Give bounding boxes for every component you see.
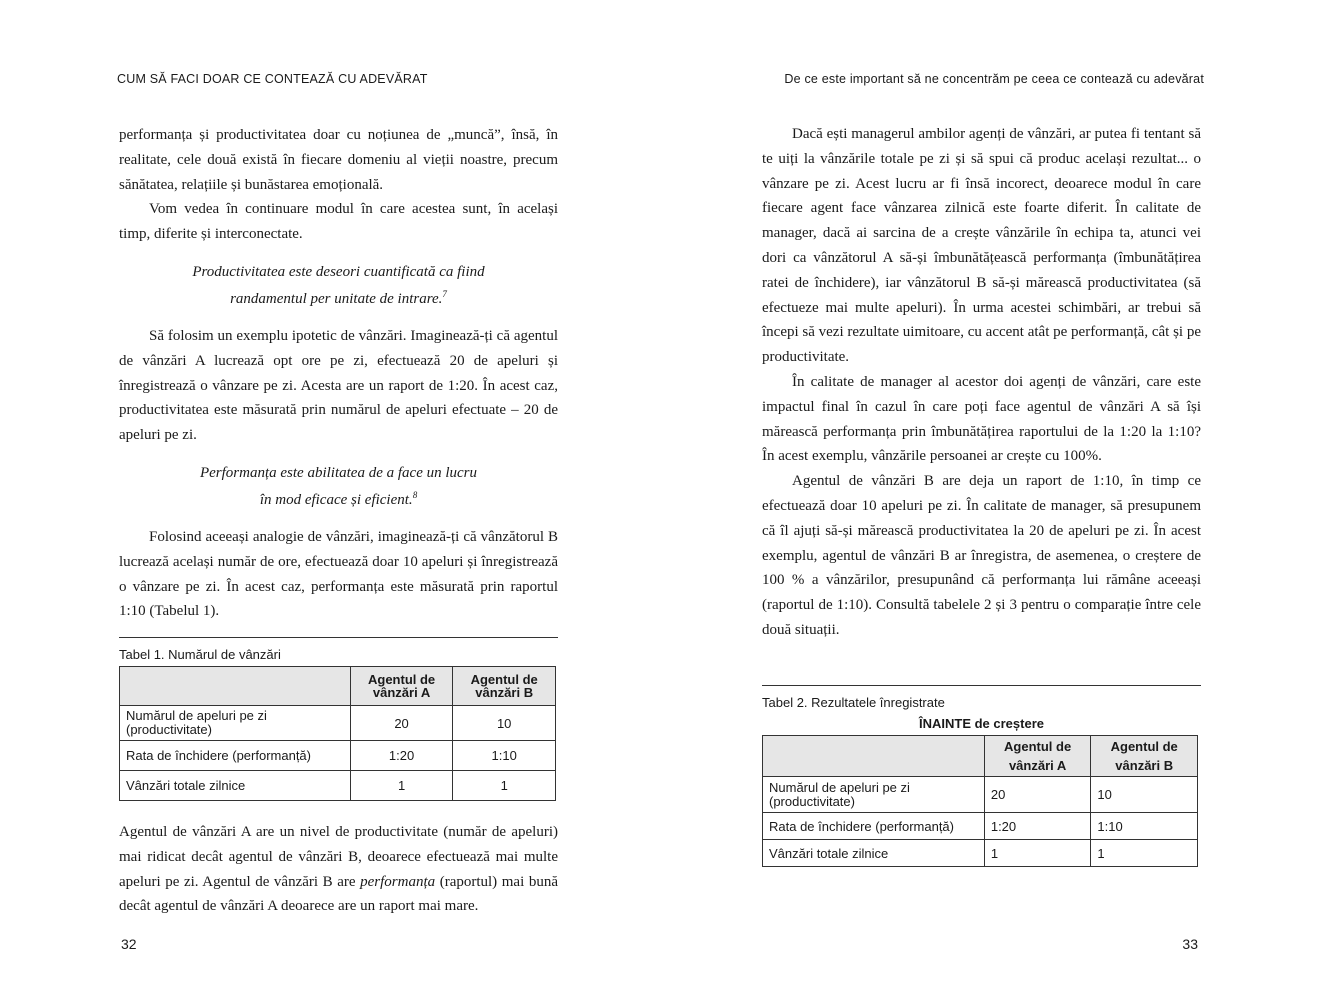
quote-line: Productivitatea este deseori cuantificată ca fiind	[192, 263, 485, 280]
right-page	[660, 0, 1320, 1000]
footnote-ref: 8	[412, 489, 418, 500]
table-cell: 1:20	[984, 813, 1091, 840]
quote-line: randamentul per unitate de intrare.	[230, 290, 443, 307]
table-row	[120, 706, 556, 741]
paragraph: performanța și productivitatea doar cu noțiunea de „muncă”, însă, în realitate, cele două există în fiecare domeniu al vieții noastre, precum sănătatea, relațiile și bunăstarea emoțională.	[119, 127, 558, 193]
table-cell-label: Rata de închidere (performanță)	[120, 741, 351, 771]
table-header-agent-a: Agentul de vânzări A	[984, 736, 1091, 777]
table-row	[763, 777, 1198, 813]
running-header-right: De ce este important să ne concentrăm pe ceea ce contează cu adevărat	[784, 72, 1204, 86]
page-number-left: 32	[121, 936, 137, 952]
table-cell: 20	[350, 706, 453, 741]
paragraph: Agentul de vânzări B are deja un raport de 1:10, în timp ce efectuează doar 10 apeluri pe zi. În calitate de manager, să presupunem că îl ajuți să-și mărească productivitatea la 20 de apeluri pe zi. În acest exemplu, agentul de vânzări B ar înregistra, de asemenea, o creștere de 100 % a vânzărilor, presupunând că performanța lui rămâne aceeași (raportul de 1:10). Consultă tabelele 2 și 3 pentru o comparație între cele două situații.	[762, 473, 1201, 638]
right-body-text	[762, 122, 1201, 643]
table-row	[763, 840, 1198, 867]
results-table-2	[762, 735, 1198, 867]
sales-table-1	[119, 666, 556, 801]
table-header-empty	[763, 736, 985, 777]
paragraph	[119, 820, 558, 919]
table-header-row	[120, 667, 556, 706]
paragraph: Dacă ești managerul ambilor agenți de vânzări, ar putea fi tentant să te uiți la vânzările totale pe zi și să spui că produc același rezultat... o vânzare pe zi. Acest lucru ar fi însă incorect, deoarece modul în care fiecare agent face vânzarea zilnică este foarte diferit. În calitate de manager, dacă ai sarcina de a crește vânzările în echipa ta, atunci vei dori ca vânzătorul A să-și îmbunătățească performanța (îmbunătățirea ratei de închidere), iar vânzătorul B să-și mărească productivitatea (să efectueze mai multe apeluri). În urma acestei schimbări, ar trebui să începi să vezi rezultate uimitoare, cu accent atât pe performanță, cât și pe productivitate.	[762, 126, 1201, 366]
table-cell: 1:10	[1091, 813, 1198, 840]
table-rule	[762, 685, 1201, 686]
table-header-agent-a: Agentul de vânzări A	[350, 667, 453, 706]
table-header-agent-b: Agentul de vânzări B	[1091, 736, 1198, 777]
table-cell: 1	[453, 771, 556, 801]
text-run: Agentul de vânzări A are un nivel de productivitate (număr de apeluri) mai ridicat decât agentul de vânzări B, deoarece efectuează mai multe apeluri pe zi. Agentul de vânzări B are	[119, 824, 558, 890]
emphasis: performanța	[360, 873, 436, 890]
table-cell: 1:10	[453, 741, 556, 771]
left-closing-text	[119, 820, 558, 919]
paragraph: În calitate de manager al acestor doi agenți de vânzări, care este impactul final în cazul în care poți face agentul de vânzări A să își mărească performanța prin îmbunătățirea raportului de la 1:20 la 1:10? În acest exemplu, vânzările persoanei ar crește cu 100%.	[762, 373, 1201, 465]
table-caption: Tabel 1. Numărul de vânzări	[119, 647, 281, 662]
table-header-empty	[120, 667, 351, 706]
paragraph: Vom vedea în continuare modul în care acestea sunt, în același timp, diferite și interconectate.	[119, 201, 558, 243]
table-header-agent-b: Agentul de vânzări B	[453, 667, 556, 706]
table-cell: 10	[453, 706, 556, 741]
table-1-block	[119, 637, 558, 801]
paragraph: Folosind aceeași analogie de vânzări, imaginează-ți că vânzătorul B lucrează același număr de ore, efectuează doar 10 apeluri și înregistrează o vânzare pe zi. În acest caz, performanța este măsurată prin raportul 1:10 (Tabelul 1).	[119, 528, 558, 620]
page-number-right: 33	[1182, 936, 1198, 952]
left-body-text	[119, 123, 558, 624]
table-caption: Tabel 2. Rezultatele înregistrate	[762, 695, 945, 710]
paragraph: Să folosim un exemplu ipotetic de vânzări. Imaginează-ți că agentul de vânzări A lucrează opt ore pe zi, efectuează 20 de apeluri și înregistrează o vânzare pe zi. Acesta are un raport de 1:20. În acest caz, productivitatea este măsurată prin numărul de apeluri efectuate – 20 de apeluri pe zi.	[119, 327, 558, 444]
table-cell-label: Vânzări totale zilnice	[120, 771, 351, 801]
pull-quote-productivity	[119, 261, 558, 310]
table-cell-label: Numărul de apeluri pe zi (productivitate)	[120, 706, 351, 741]
table-cell: 1:20	[350, 741, 453, 771]
table-cell-label: Rata de închidere (performanță)	[763, 813, 985, 840]
table-cell: 1	[984, 840, 1091, 867]
running-header-left: CUM SĂ FACI DOAR CE CONTEAZĂ CU ADEVĂRAT	[117, 72, 428, 86]
table-cell: 10	[1091, 777, 1198, 813]
table-header-row	[763, 736, 1198, 777]
text-run: (raportul) mai bună decât agentul de vânzări A deoarece are un raport mai mare.	[119, 873, 558, 915]
table-row	[763, 813, 1198, 840]
table-row	[120, 771, 556, 801]
table-cell: 20	[984, 777, 1091, 813]
footnote-ref: 7	[442, 288, 447, 299]
quote-line: Performanța este abilitatea de a face un lucru	[199, 464, 478, 481]
table-cell: 1	[350, 771, 453, 801]
table-cell: 1	[1091, 840, 1198, 867]
table-rule	[119, 637, 558, 638]
quote-line: în mod eficace și eficient.	[259, 491, 413, 508]
table-subcaption: ÎNAINTE de creștere	[919, 716, 1044, 731]
table-cell-label: Numărul de apeluri pe zi (productivitate)	[763, 777, 985, 813]
table-cell-label: Vânzări totale zilnice	[763, 840, 985, 867]
table-2-block	[762, 685, 1201, 867]
pull-quote-performance	[119, 462, 558, 511]
table-row	[120, 741, 556, 771]
